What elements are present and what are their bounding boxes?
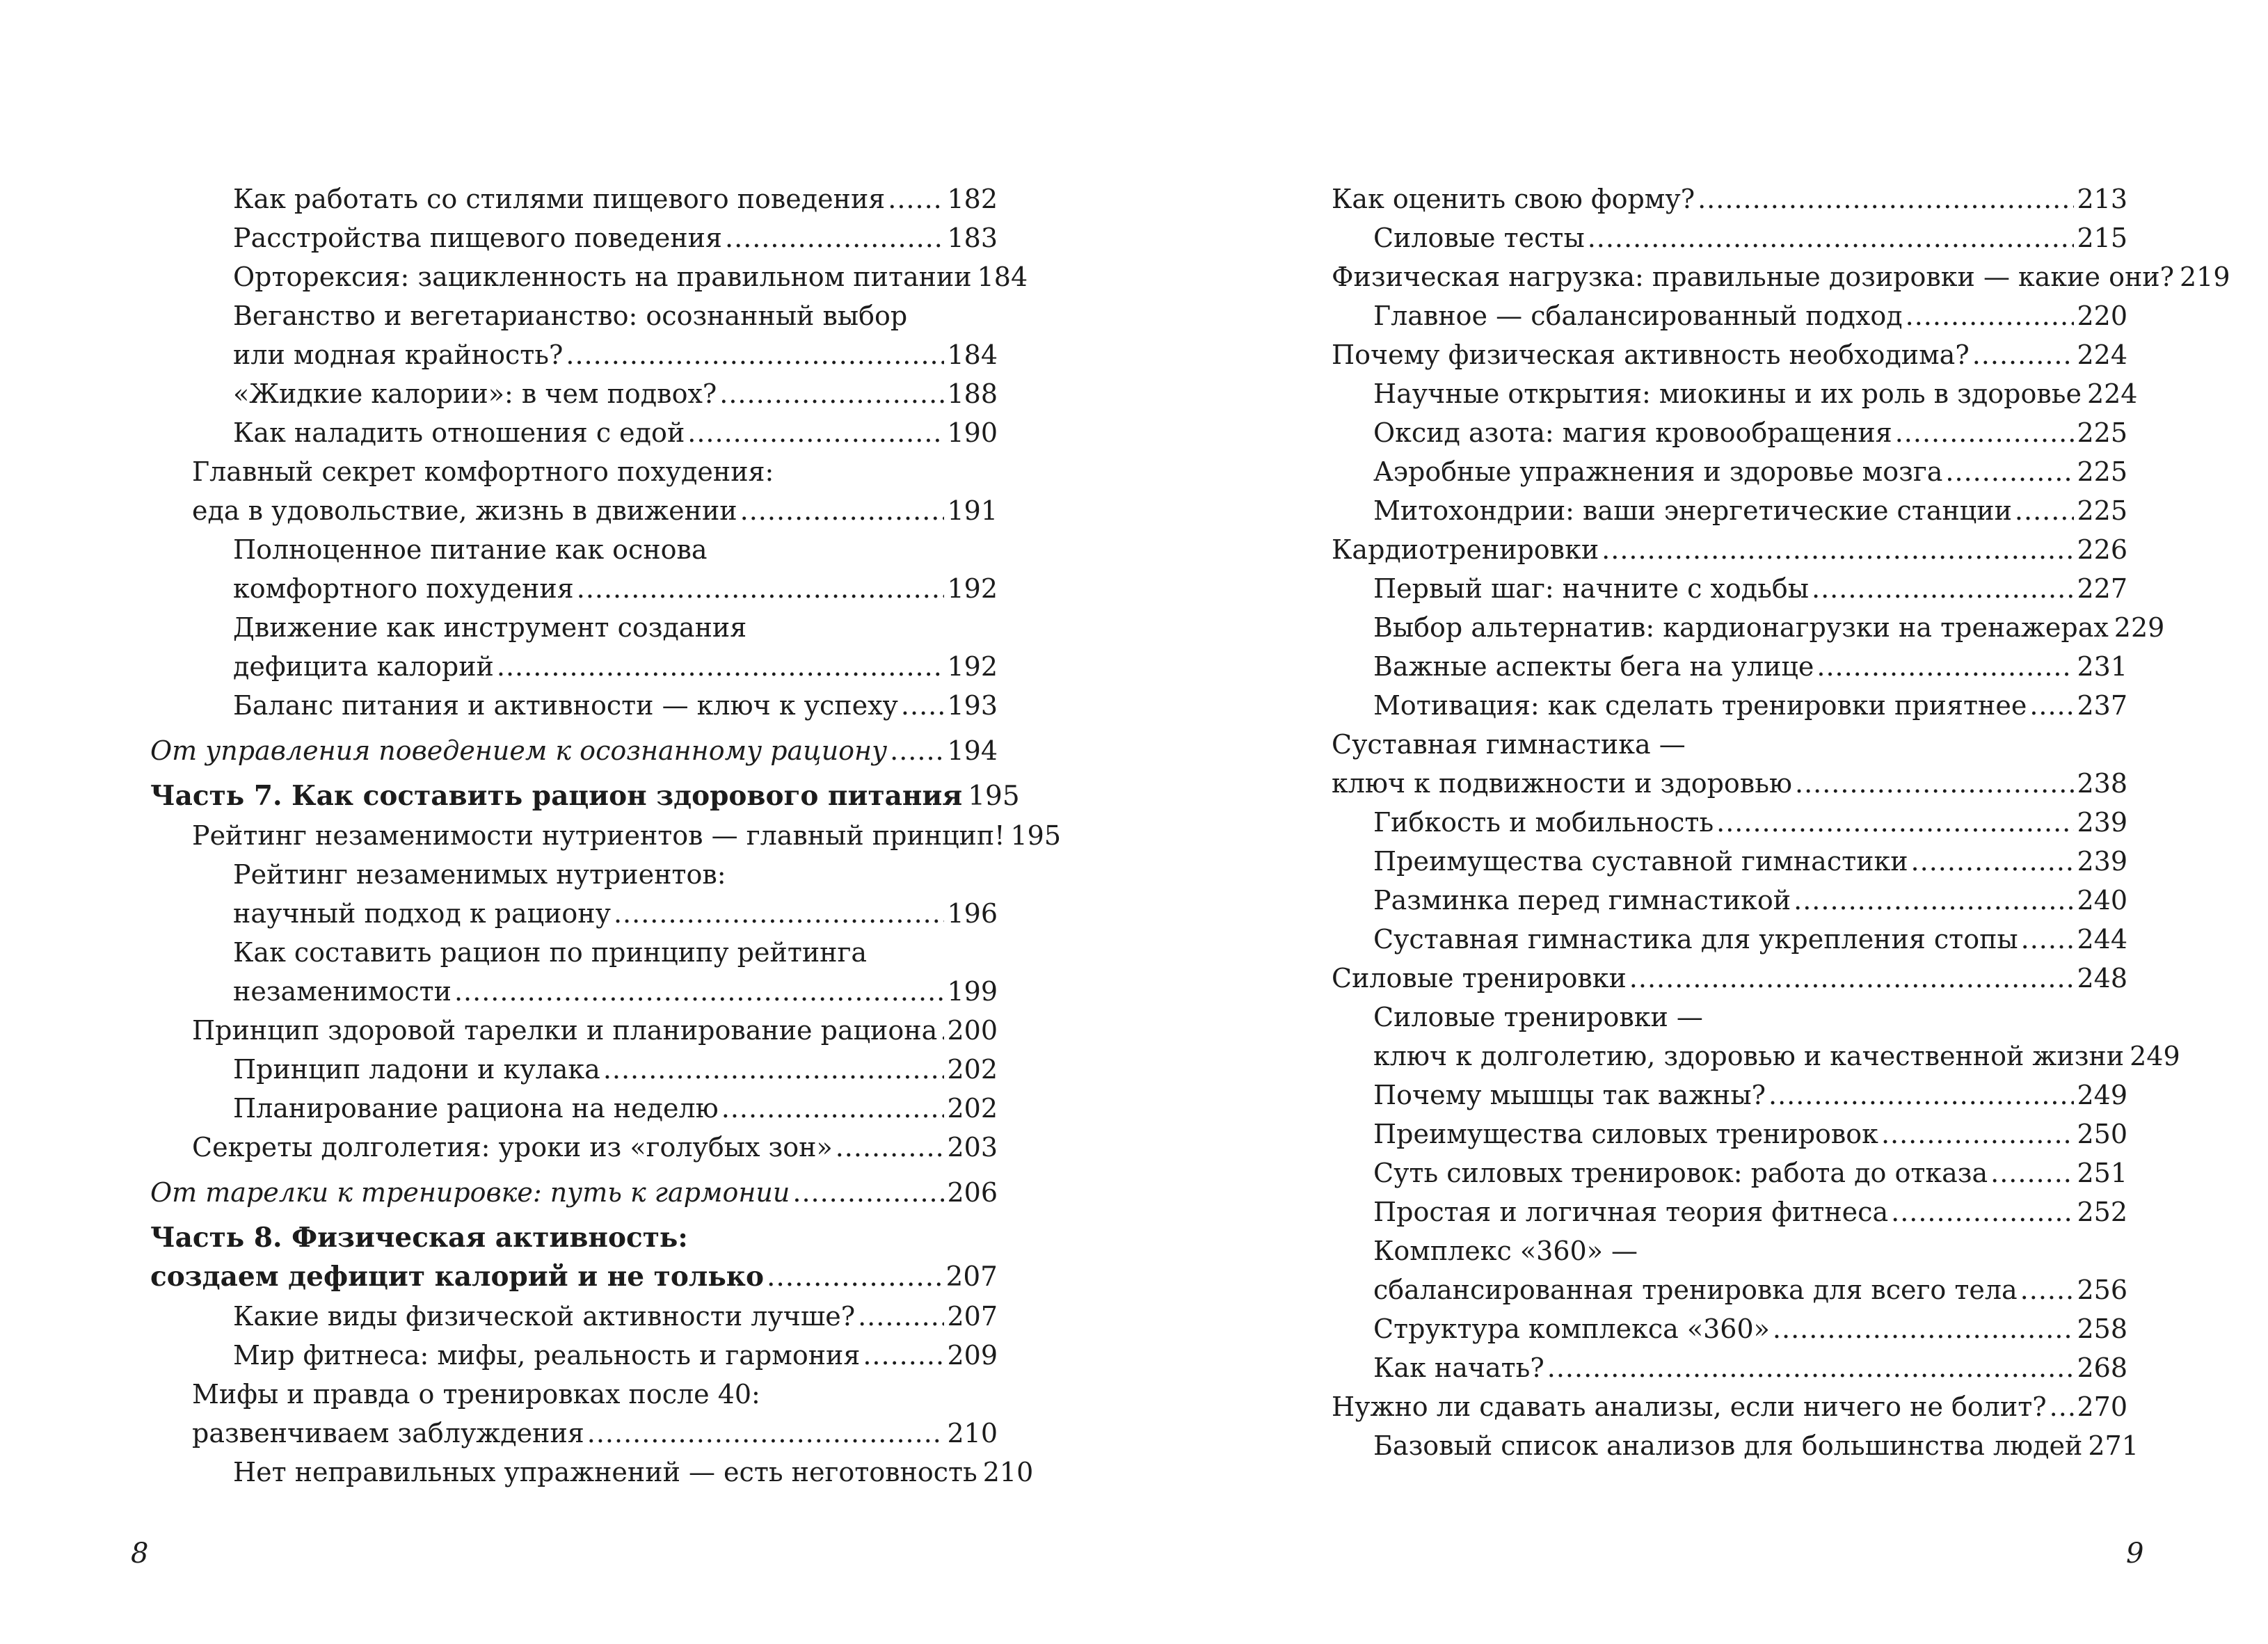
toc-entry: [192, 452, 998, 530]
dot-leader: [858, 1297, 944, 1336]
toc-entry-page-number: 237: [2077, 690, 2127, 721]
dot-leader: [1768, 1076, 2074, 1115]
toc-entry-page-number: 182: [947, 184, 998, 214]
toc-entry-title: Суть силовых тренировок: работа до отказа: [1373, 1158, 1988, 1188]
toc-entry-title: Гибкость и мобильность: [1373, 807, 1714, 838]
toc-entry-title: Мотивация: как сделать тренировки приятнее: [1373, 690, 2027, 721]
dot-leader: [1881, 1115, 2075, 1154]
toc-entry-title: Как начать?: [1373, 1352, 1544, 1383]
dot-leader: [1794, 881, 2074, 920]
toc-entry-page-number: 190: [947, 417, 998, 448]
dot-leader: [767, 1258, 943, 1297]
toc-entry: [1332, 335, 2127, 374]
toc-entry-page-number: 184: [977, 262, 1028, 292]
toc-entry: [1373, 998, 2180, 1076]
toc-entry-title: развенчиваем заблуждения: [192, 1418, 584, 1449]
dot-leader: [603, 1050, 945, 1089]
toc-entry-page-number: 210: [947, 1418, 998, 1449]
dot-leader: [719, 374, 944, 413]
toc-entry-page-number: 188: [947, 378, 998, 409]
toc-entry-page-number: 196: [947, 898, 998, 929]
toc-entry: [233, 179, 998, 218]
toc-entry-title: создаем дефицит калорий и не только: [150, 1261, 764, 1293]
toc-entry-page-number: 193: [947, 690, 998, 721]
toc-entry-title: Почему мышцы так важны?: [1373, 1080, 1766, 1110]
toc-entry-page-number: 270: [2077, 1391, 2127, 1422]
toc-entry: [233, 1050, 998, 1089]
toc-entry-title: ключ к подвижности и здоровью: [1332, 768, 1792, 799]
toc-entry-title-line: Силовые тренировки —: [1373, 1002, 1703, 1032]
toc-entry: [1332, 1387, 2127, 1426]
dot-leader: [2029, 686, 2074, 725]
toc-entry-page-number: 250: [2077, 1119, 2127, 1149]
toc-entry-title: Какие виды физической активности лучше?: [233, 1301, 856, 1332]
toc-right-page: [1332, 179, 2230, 1465]
dot-leader: [1990, 1154, 2074, 1192]
toc-entry-title: Силовые тренировки: [1332, 963, 1627, 993]
toc-entry-page-number: 225: [2077, 417, 2127, 448]
toc-entry-page-number: 244: [2077, 924, 2127, 955]
toc-entry-title: Как оценить свою форму?: [1332, 184, 1695, 214]
toc-entry: [233, 1453, 1034, 1492]
toc-entry: [1373, 920, 2127, 959]
toc-entry-title: Принцип ладони и кулака: [233, 1054, 600, 1085]
toc-entry: [1373, 1231, 2127, 1309]
toc-entry-title: Расстройства пищевого поведения: [233, 223, 722, 253]
toc-entry-page-number: 268: [2077, 1352, 2127, 1383]
dot-leader: [2021, 920, 2075, 959]
toc-entry: [233, 1089, 998, 1128]
toc-entry: [150, 731, 998, 770]
toc-entry-page-number: 192: [947, 573, 998, 604]
toc-entry: [233, 374, 998, 413]
toc-entry-title: Кардиотренировки: [1332, 534, 1599, 565]
toc-entry-page-number: 195: [968, 781, 1020, 812]
toc-entry-title: Суставная гимнастика для укрепления стопы: [1373, 924, 2018, 955]
dot-leader: [740, 491, 945, 530]
toc-entry-title: Оксид азота: магия кровообращения: [1373, 417, 1892, 448]
toc-entry-page-number: 229: [2114, 612, 2165, 643]
toc-entry: [1373, 413, 2127, 452]
toc-entry-title-line: Рейтинг незаменимых нутриентов:: [233, 859, 726, 890]
toc-entry: [1373, 1154, 2127, 1192]
toc-entry-title-line: Главный секрет комфортного похудения:: [192, 456, 774, 487]
toc-entry: [1373, 1076, 2127, 1115]
toc-entry: [233, 296, 998, 374]
dot-leader: [1945, 452, 2074, 491]
toc-entry: [192, 1011, 998, 1050]
toc-entry-page-number: 200: [947, 1015, 998, 1046]
toc-entry-title-line: Веганство и вегетарианство: осознанный выбор: [233, 301, 908, 331]
toc-entry: [1373, 296, 2127, 335]
toc-entry-title: Как наладить отношения с едой: [233, 417, 685, 448]
toc-entry: [1373, 881, 2127, 920]
toc-entry-page-number: 231: [2077, 651, 2127, 682]
toc-entry-page-number: 191: [947, 495, 998, 526]
dot-leader: [2050, 1387, 2075, 1426]
dot-leader: [1816, 647, 2074, 686]
toc-entry: [1373, 491, 2127, 530]
toc-entry-title: Разминка перед гимнастикой: [1373, 885, 1791, 916]
toc-entry-title-line: Комплекс «360» —: [1373, 1236, 1638, 1266]
toc-entry-page-number: 213: [2077, 184, 2127, 214]
toc-entry: [192, 1375, 998, 1453]
toc-entry-title: или модная крайность?: [233, 340, 564, 370]
page-number-left: 8: [131, 1538, 149, 1570]
toc-entry-page-number: 256: [2077, 1275, 2127, 1305]
toc-entry: [150, 1173, 998, 1212]
toc-entry-page-number: 195: [1010, 820, 1061, 851]
dot-leader: [940, 1011, 944, 1050]
dot-leader: [577, 569, 945, 608]
toc-entry: [233, 686, 998, 725]
toc-entry: [233, 933, 998, 1011]
toc-entry: [1373, 452, 2127, 491]
toc-entry-page-number: 183: [947, 223, 998, 253]
toc-entry: [1332, 179, 2127, 218]
toc-entry-page-number: 210: [982, 1457, 1034, 1487]
dot-leader: [1773, 1309, 2075, 1348]
toc-entry-page-number: 249: [2130, 1041, 2180, 1071]
dot-leader: [1972, 335, 2075, 374]
dot-leader: [1911, 842, 2075, 881]
dot-leader: [901, 686, 945, 725]
toc-entry: [233, 413, 998, 452]
dot-leader: [863, 1336, 944, 1375]
toc-entry-title: Баланс питания и активности — ключ к успеху: [233, 690, 898, 721]
toc-entry: [1332, 530, 2127, 569]
toc-entry-page-number: 209: [947, 1340, 998, 1371]
toc-entry-page-number: 203: [947, 1132, 998, 1163]
toc-entry-title: Структура комплекса «360»: [1373, 1314, 1770, 1344]
dot-leader: [1588, 218, 2075, 257]
toc-entry-title: Выбор альтернатив: кардионагрузки на тренажерах: [1373, 612, 2109, 643]
toc-entry-title: Секреты долголетия: уроки из «голубых зон»: [192, 1132, 833, 1163]
toc-entry-page-number: 224: [2077, 340, 2127, 370]
toc-entry-title: Аэробные упражнения и здоровье мозга: [1373, 456, 1943, 487]
toc-entry-title: Планирование рациона на неделю: [233, 1093, 719, 1124]
toc-entry-title: еда в удовольствие, жизнь в движении: [192, 495, 737, 526]
toc-entry-title: комфортного похудения: [233, 573, 574, 604]
toc-entry-title: Базовый список анализов для большинства людей: [1373, 1430, 2083, 1461]
dot-leader: [1629, 959, 2075, 998]
toc-entry-title: Физическая нагрузка: правильные дозировки — какие они?: [1332, 262, 2174, 292]
toc-entry: [192, 816, 1061, 855]
toc-entry: [233, 530, 998, 608]
toc-entry: [150, 1218, 998, 1297]
toc-entry-page-number: 251: [2077, 1158, 2127, 1188]
toc-entry-page-number: 194: [947, 735, 998, 766]
toc-entry-title: Нет неправильных упражнений — есть неготовность: [233, 1457, 977, 1487]
toc-entry-page-number: 225: [2077, 456, 2127, 487]
toc-entry-title: «Жидкие калории»: в чем подвох?: [233, 378, 717, 409]
dot-leader: [687, 413, 944, 452]
toc-entry-title: Нужно ли сдавать анализы, если ничего не болит?: [1332, 1391, 2047, 1422]
toc-entry: [233, 608, 998, 686]
dot-leader: [614, 894, 945, 933]
page-number-right: 9: [2126, 1538, 2144, 1570]
toc-entry-page-number: 184: [947, 340, 998, 370]
toc-entry-page-number: 224: [2086, 378, 2138, 409]
toc-entry-title-line: Как составить рацион по принципу рейтинга: [233, 937, 868, 968]
toc-entry-page-number: 238: [2077, 768, 2127, 799]
toc-entry-page-number: 219: [2179, 262, 2230, 292]
toc-entry-page-number: 227: [2077, 573, 2127, 604]
toc-entry: [1373, 647, 2127, 686]
dot-leader: [721, 1089, 945, 1128]
toc-entry: [1373, 1309, 2127, 1348]
toc-entry: [1332, 257, 2230, 296]
toc-entry: [1373, 842, 2127, 881]
toc-entry-page-number: 220: [2077, 301, 2127, 331]
toc-entry-title: От тарелки к тренировке: путь к гармонии: [150, 1177, 790, 1208]
dot-leader: [792, 1173, 944, 1212]
dot-leader: [497, 647, 945, 686]
toc-left-page: [150, 179, 1061, 1492]
dot-leader: [454, 972, 945, 1011]
toc-entry-title-line: Суставная гимнастика —: [1332, 729, 1686, 760]
toc-entry-title: незаменимости: [233, 976, 452, 1007]
toc-entry-page-number: 239: [2077, 846, 2127, 877]
dot-leader: [888, 179, 944, 218]
toc-entry-page-number: 239: [2077, 807, 2127, 838]
toc-entry: [1373, 1426, 2139, 1465]
dot-leader: [1698, 179, 2074, 218]
toc-entry-title-line: Движение как инструмент создания: [233, 612, 747, 643]
dot-leader: [1716, 803, 2074, 842]
toc-entry-title: Главное — сбалансированный подход: [1373, 301, 1903, 331]
toc-entry-page-number: 252: [2077, 1197, 2127, 1227]
toc-entry-title: Рейтинг незаменимости нутриентов — главный принцип!: [192, 820, 1005, 851]
toc-entry-title: Преимущества суставной гимнастики: [1373, 846, 1908, 877]
dot-leader: [1895, 413, 2075, 452]
dot-leader: [890, 731, 944, 770]
toc-entry-page-number: 202: [947, 1054, 998, 1085]
toc-entry: [1373, 569, 2127, 608]
toc-entry: [233, 855, 998, 933]
toc-entry-page-number: 215: [2077, 223, 2127, 253]
dot-leader: [725, 218, 944, 257]
toc-entry-title: Орторексия: зацикленность на правильном питании: [233, 262, 972, 292]
toc-entry: [1373, 1115, 2127, 1154]
toc-entry-title: Научные открытия: миокины и их роль в здоровье: [1373, 378, 2082, 409]
toc-entry-title: Мир фитнеса: мифы, реальность и гармония: [233, 1340, 861, 1371]
toc-entry: [150, 776, 1020, 816]
toc-entry-title-line: Часть 8. Физическая активность:: [150, 1222, 688, 1254]
dot-leader: [1906, 296, 2075, 335]
toc-entry-page-number: 202: [947, 1093, 998, 1124]
dot-leader: [1812, 569, 2074, 608]
toc-entry-page-number: 271: [2088, 1430, 2139, 1461]
toc-entry: [192, 1128, 998, 1167]
toc-entry-page-number: 248: [2077, 963, 2127, 993]
toc-entry-page-number: 240: [2077, 885, 2127, 916]
toc-entry-title: Преимущества силовых тренировок: [1373, 1119, 1878, 1149]
toc-entry-title: Митохондрии: ваши энергетические станции: [1373, 495, 2012, 526]
toc-entry-title: Принцип здоровой тарелки и планирование рациона: [192, 1015, 938, 1046]
toc-entry-page-number: 207: [945, 1261, 998, 1293]
toc-entry-title: Как работать со стилями пищевого поведения: [233, 184, 886, 214]
dot-leader: [587, 1414, 945, 1453]
dot-leader: [836, 1128, 945, 1167]
toc-entry: [1373, 1348, 2127, 1387]
toc-entry-title-line: Полноценное питание как основа: [233, 534, 708, 565]
toc-entry-page-number: 258: [2077, 1314, 2127, 1344]
toc-entry: [1332, 959, 2127, 998]
toc-entry-title: дефицита калорий: [233, 651, 494, 682]
toc-entry-title: Часть 7. Как составить рацион здорового питания: [150, 780, 963, 812]
toc-entry: [1373, 1192, 2127, 1231]
dot-leader: [2015, 491, 2075, 530]
dot-leader: [2020, 1270, 2075, 1309]
toc-entry-page-number: 192: [947, 651, 998, 682]
toc-entry-title: ключ к долголетию, здоровью и качественной жизни: [1373, 1041, 2125, 1071]
toc-entry: [233, 257, 1028, 296]
toc-entry: [1373, 374, 2138, 413]
toc-entry-page-number: 199: [947, 976, 998, 1007]
toc-entry: [1332, 725, 2127, 803]
toc-entry-page-number: 207: [947, 1301, 998, 1332]
dot-leader: [1795, 764, 2074, 803]
toc-entry-page-number: 206: [947, 1177, 998, 1208]
toc-entry-title: сбалансированная тренировка для всего тела: [1373, 1275, 2018, 1305]
toc-entry-title: Важные аспекты бега на улице: [1373, 651, 1814, 682]
toc-entry-title: От управления поведением к осознанному рациону: [150, 735, 888, 766]
toc-entry-page-number: 225: [2077, 495, 2127, 526]
dot-leader: [1891, 1192, 2074, 1231]
toc-entry-title: Простая и логичная теория фитнеса: [1373, 1197, 1889, 1227]
toc-entry-page-number: 249: [2077, 1080, 2127, 1110]
toc-entry-title-line: Мифы и правда о тренировках после 40:: [192, 1379, 760, 1410]
toc-entry: [233, 1297, 998, 1336]
dot-leader: [566, 335, 944, 374]
toc-entry: [233, 1336, 998, 1375]
toc-entry-page-number: 226: [2077, 534, 2127, 565]
dot-leader: [1547, 1348, 2075, 1387]
toc-entry-title: Силовые тесты: [1373, 223, 1585, 253]
toc-entry-title: Первый шаг: начните с ходьбы: [1373, 573, 1809, 604]
toc-entry-title: научный подход к рациону: [233, 898, 611, 929]
toc-entry: [1373, 218, 2127, 257]
toc-entry: [1373, 686, 2127, 725]
toc-entry: [1373, 608, 2165, 647]
toc-entry: [233, 218, 998, 257]
toc-entry-title: Почему физическая активность необходима?: [1332, 340, 1970, 370]
dot-leader: [1602, 530, 2074, 569]
toc-entry: [1373, 803, 2127, 842]
